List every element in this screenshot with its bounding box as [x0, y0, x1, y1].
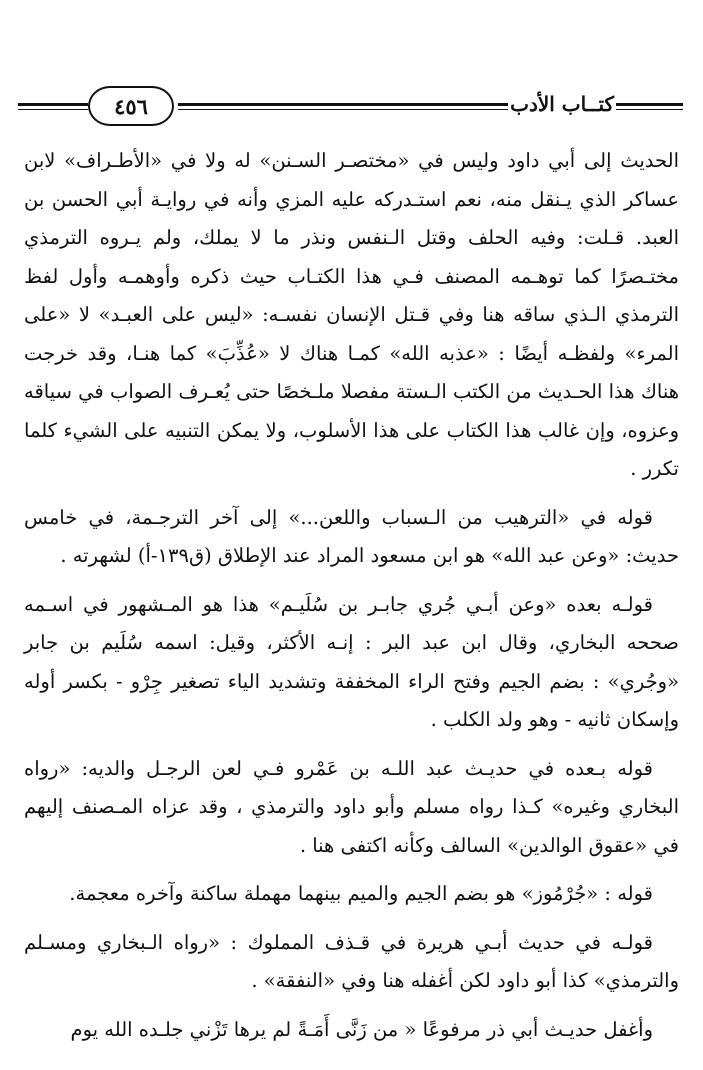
running-header	[18, 84, 683, 130]
header-rule	[18, 109, 88, 110]
paragraph: قوله في «الترهيب من الـسباب واللعن...» إلى آخر الترجـمة، في خامس حديث: «وعن عبد الله» هو ابن مسعود المراد عند الإطلاق (ق١٣٩-أ) لشهرته .	[24, 505, 679, 567]
paragraph: قولـه بعده «وعن أبـي جُري جابـر بن سُلَيـم» هذا هو المـشهور في اسـمه صححه البخاري، وقال ابن عبد البر : إنـه الأكثر، وقيل: اسمه سُلَيم بن جابر «وجُري» : بضم الجيم وفتح الراء المخففة وتشديد الياء تصغير جِرْو - بكسر أوله وإسكان ثانيه - وهو ولد الكلب .	[24, 592, 679, 731]
header-rule	[178, 103, 508, 106]
paragraph: قولـه في حديث أبـي هريرة في قـذف المملوك : «رواه الـبخاري ومسـلم والترمذي» كذا أبو داود لكن أغفله هنا وفي «النفقة» .	[24, 930, 679, 992]
header-rule	[616, 103, 683, 106]
running-title: كتــاب الأدب	[510, 92, 614, 116]
header-rule	[616, 109, 683, 110]
header-rule	[178, 109, 508, 110]
page-number: ٤٥٦	[88, 86, 174, 126]
paragraph: قوله بـعده في حديـث عبد اللـه بن عَمْرو فـي لعن الرجـل والديه: «رواه البخاري وغيره» كـذا رواه مسلم وأبو داود والترمذي ، وقد عزاه المـصنف إليهم في «عقوق الوالدين» السالف وكأنه اكتفى هنا .	[24, 756, 679, 857]
paragraph: الحديث إلى أبي داود وليس في «مختصـر السـنن» له ولا في «الأطـراف» لابن عساكر الذي يـنقل منه، نعم استـدركه عليه المزي وأنه في روايـة أبي الحسن بن العبد. قـلت: وفيه الحلف وقتل الـنفس ونذر ما لا يملك، ولم يـروه الترمذي مختـصرًا كما توهـمه المصنف فـي هذا الكتـاب حيث ذكره وأوهمـه وأول لفظ الترمذي الـذي ساقه هنا وفي قـتل الإنسان نفسـه: «ليس على العبـد» لا «على المرء» ولفظـه أيضًا : «عذبه الله» كمـا هناك لا «عُذِّبَ» كما هنـا، وقد خرجت هناك هذا الحـديث من الكتب الـستة مفصلا ملـخصًا حتى يُعـرف الصواب في سياقه وعزوه، وإن غالب هذا الكتاب على هذا الأسلوب، ولا يمكن التنبيه على الشيء كلما تكرر .	[24, 149, 679, 480]
paragraph: وأغفل حديـث أبي ذر مرفوعًا « من زَنَّى أَمَـةً لم يرها تَزْني جلـده الله يوم	[70, 1017, 653, 1041]
paragraph: قوله : «جُرْمُوز» هو بضم الجيم والميم بينهما مهملة ساكنة وآخره معجمة.	[69, 882, 653, 905]
header-rule	[18, 103, 88, 106]
body-text	[24, 142, 679, 1049]
